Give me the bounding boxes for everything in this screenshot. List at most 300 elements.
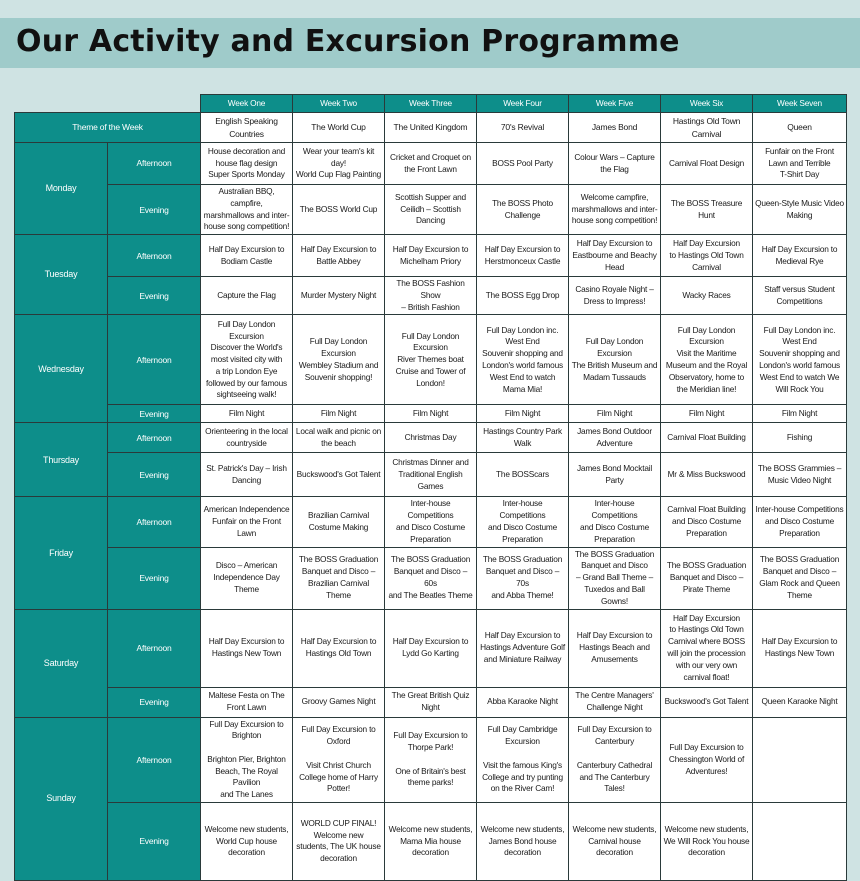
activity-line: Excursion: [689, 336, 724, 347]
activity-line: Dress to Impress!: [583, 295, 646, 306]
week-header: Week Two: [293, 95, 385, 113]
activity-line: Full Day Excursion to: [577, 724, 652, 735]
activity-line: Observatory, home to: [668, 371, 745, 382]
activity-line: London!: [416, 377, 445, 388]
activity-cell: [293, 687, 385, 717]
theme-cell: [477, 113, 569, 143]
activity-line: Herstmonceux Castle: [484, 255, 561, 266]
table-row: [15, 547, 847, 609]
activity-line: Brazilian Carnival Theme: [308, 578, 369, 600]
day-label: Sunday: [15, 717, 108, 880]
activity-line: Film Night: [228, 408, 265, 419]
activity-cell: [385, 453, 477, 497]
activity-line: – Grand Ball Theme –: [575, 572, 654, 583]
activity-line: Bodiam Castle: [220, 255, 273, 266]
activity-line: Half Day Excursion to: [576, 630, 653, 641]
activity-cell: [477, 315, 569, 405]
activity-line: Theme: [234, 583, 259, 594]
activity-line: Film Night: [320, 408, 357, 419]
activity-line: Night: [421, 702, 440, 712]
slot-label: Evening: [108, 547, 201, 609]
activity-line: Preparation: [410, 533, 451, 544]
slot-label: Evening: [108, 277, 201, 315]
activity-cell: [753, 453, 847, 497]
activity-line: Maltese Festa on The: [208, 690, 285, 701]
activity-line: The BOSScars: [496, 469, 549, 480]
activity-line: Hastings New Town: [764, 648, 835, 658]
activity-line: Potter!: [326, 783, 351, 794]
activity-line: Dancing: [231, 474, 262, 485]
activity-line: Visit Christ Church: [306, 759, 371, 770]
activity-line: Staff versus Student: [764, 284, 835, 295]
activity-line: Discover the World's: [210, 342, 283, 353]
activity-line: Half Day Excursion to: [392, 243, 469, 254]
activity-cell: [477, 453, 569, 497]
activity-line: Carnival house: [588, 835, 641, 846]
activity-line: The BOSS World Cup: [299, 203, 378, 214]
activity-line: Welcome new students,: [480, 823, 565, 834]
activity-line: Making: [786, 209, 813, 220]
activity-line: Adventure: [596, 437, 633, 448]
activity-line: Capture the Flag: [217, 289, 276, 300]
activity-cell: [293, 405, 385, 423]
table-row: [15, 423, 847, 453]
activity-line: College and try punting: [482, 771, 563, 782]
activity-line: Full Day London: [677, 324, 736, 335]
slot-label: Evening: [108, 802, 201, 880]
activity-line: house flag design: [215, 157, 278, 168]
activity-line: Abba Karaoke Night: [487, 696, 558, 707]
activity-cell: [385, 609, 477, 687]
table-row: [15, 185, 847, 235]
activity-line: Oxford: [326, 736, 351, 747]
activity-line: Brighton: [231, 730, 262, 741]
activity-line: Head: [604, 261, 625, 272]
activity-cell: [477, 687, 569, 717]
table-row: [15, 315, 847, 405]
activity-line: decoration: [412, 847, 449, 858]
activity-cell: [293, 423, 385, 453]
slot-label: Afternoon: [108, 423, 201, 453]
activity-cell: [201, 423, 293, 453]
activity-cell: [201, 185, 293, 235]
activity-cell: [661, 405, 753, 423]
activity-line: Thorpe Park!: [407, 742, 454, 753]
table-row: [15, 277, 847, 315]
activity-line: and Disco Costume: [488, 522, 557, 533]
activity-line: Souvenir shopping and: [482, 348, 563, 359]
activity-line: Film Night: [596, 408, 633, 419]
activity-cell: [477, 547, 569, 609]
table-row: [15, 802, 847, 880]
slot-label: Evening: [108, 405, 201, 423]
theme-line: Queen: [787, 122, 812, 133]
table-row: [15, 497, 847, 547]
activity-line: Half Day Excursion to: [484, 243, 561, 254]
activity-cell: [569, 802, 661, 880]
activity-cell: [753, 185, 847, 235]
activity-line: Brazilian Carnival: [308, 510, 369, 521]
activity-line: Funfair on the Front: [212, 516, 281, 527]
activity-line: Chessington World of: [668, 753, 745, 764]
week-header: Week One: [201, 95, 293, 113]
activity-line: Madam Tussauds: [583, 371, 646, 382]
activity-line: Funfair on the Front: [765, 145, 834, 156]
activity-line: Banquet and Disco: [581, 560, 648, 571]
activity-line: Inter-house Competitions: [755, 504, 844, 515]
activity-line: and Disco Costume: [765, 516, 834, 527]
activity-line: House decoration and: [207, 145, 286, 156]
activity-cell: [201, 315, 293, 405]
activity-line: Museum and the Royal: [665, 359, 748, 370]
activity-line: T-Shirt Day: [779, 169, 820, 180]
activity-line: Will Rock You: [775, 383, 824, 394]
activity-line: St. Patrick's Day – Irish: [206, 463, 287, 474]
activity-cell: [293, 802, 385, 880]
activity-line: The BOSS Graduation: [482, 554, 563, 565]
activity-cell: [293, 717, 385, 802]
activity-cell: [569, 453, 661, 497]
activity-line: Half Day Excursion to: [300, 243, 377, 254]
activity-line: Half Day Excursion to: [761, 636, 838, 647]
activity-line: Disco – American: [215, 560, 278, 571]
activity-line: Australian BBQ, campfire,: [218, 186, 275, 208]
activity-line: Hastings New Town: [211, 648, 282, 658]
activity-line: West End: [505, 336, 540, 347]
activity-line: Challenge Night: [586, 702, 643, 712]
activity-line: and Miniature Railway: [483, 653, 562, 664]
activity-cell: [293, 277, 385, 315]
table-row: [15, 453, 847, 497]
activity-cell: [201, 143, 293, 185]
activity-line: Wembley Stadium and: [298, 359, 379, 370]
activity-cell: [385, 717, 477, 802]
activity-line: Ceilidh – Scottish: [400, 203, 461, 214]
activity-line: The BOSS Photo: [492, 197, 553, 208]
activity-line: Excursion: [597, 348, 632, 359]
activity-line: Full Day Cambridge: [487, 724, 558, 735]
activity-line: Full Day Excursion to: [393, 730, 468, 741]
activity-cell: [569, 687, 661, 717]
activity-cell: [661, 423, 753, 453]
activity-line: Preparation: [779, 527, 820, 538]
activity-line: Carnival Float Building: [667, 432, 746, 443]
activity-cell: [753, 802, 847, 880]
activity-line: Excursion: [413, 342, 448, 353]
top-strip: [0, 0, 860, 18]
activity-line: Half Day Excursion: [673, 612, 740, 623]
activity-line: Carnival where BOSS: [668, 636, 745, 647]
activity-cell: [753, 497, 847, 547]
activity-line: Christmas Dinner and: [392, 457, 469, 468]
activity-line: Film Night: [412, 408, 449, 419]
activity-cell: [293, 143, 385, 185]
activity-line: Banquet and Disco –: [669, 572, 744, 583]
activity-line: The Centre Managers': [575, 690, 654, 701]
activity-cell: [753, 277, 847, 315]
activity-cell: [661, 185, 753, 235]
activity-line: Lawn: [236, 527, 257, 538]
activity-cell: [661, 687, 753, 717]
activity-line: Party: [605, 474, 624, 485]
activity-line: River Themes boat: [397, 354, 464, 365]
activity-line: – British Fashion: [401, 301, 460, 312]
activity-line: Half Day Excursion to: [208, 243, 285, 254]
activity-line: the Meridian line!: [676, 383, 737, 394]
day-label: Friday: [15, 497, 108, 609]
theme-line: Carnival: [691, 128, 722, 139]
activity-line: Full Day London inc.: [486, 324, 559, 335]
activity-cell: [661, 315, 753, 405]
activity-line: The British Museum and: [571, 359, 658, 370]
activity-cell: [569, 235, 661, 277]
table-row: [15, 405, 847, 423]
activity-line: Christmas Day: [404, 432, 457, 443]
theme-line: English Speaking: [215, 116, 278, 127]
activity-line: Banquet and Disco – 60s: [393, 566, 468, 589]
activity-line: James Bond Mocktail: [576, 463, 653, 474]
activity-line: Full Day London: [585, 336, 644, 347]
activity-line: WORLD CUP FINAL!: [300, 817, 377, 828]
activity-cell: [201, 547, 293, 609]
activity-line: Tales!: [604, 783, 625, 794]
activity-line: Music Video Night: [767, 474, 832, 485]
activity-cell: [661, 277, 753, 315]
activity-line: World Cup house: [216, 835, 277, 846]
activity-line: Mr & Miss Buckswood: [667, 469, 746, 480]
activity-cell: [385, 143, 477, 185]
activity-line: Welcome new students,: [388, 823, 473, 834]
activity-line: Banquet and Disco –: [762, 566, 837, 577]
activity-line: The BOSS Fashion Show: [396, 278, 465, 300]
activity-line: will join the procession: [667, 648, 746, 658]
theme-cell: [753, 113, 847, 143]
activity-line: The BOSS Egg Drop: [485, 289, 560, 300]
title-bar: [0, 18, 860, 68]
activity-cell: [477, 609, 569, 687]
activity-line: Costume Making: [308, 522, 369, 533]
activity-line: Groovy Games Night: [301, 696, 376, 707]
activity-line: the beach: [321, 437, 356, 448]
activity-line: a trip London Eye: [215, 365, 278, 376]
activity-line: Canterbury: [594, 736, 635, 747]
activity-cell: [477, 423, 569, 453]
activity-line: Half Day Excursion to: [392, 636, 469, 647]
activity-line: with our very own: [675, 659, 738, 670]
activity-line: decoration: [320, 853, 357, 864]
page-title: Our Activity and Excursion Programme: [16, 24, 680, 59]
activity-line: World Cup Flag Painting: [295, 169, 382, 180]
activity-cell: [477, 405, 569, 423]
activity-line: house song competition!: [203, 221, 290, 232]
activity-line: Scottish Supper and: [395, 191, 466, 202]
theme-line: 70's Revival: [500, 122, 545, 133]
activity-line: Amusements: [591, 653, 638, 664]
activity-line: Full Day London: [401, 330, 460, 341]
activity-line: Murder Mystery Night: [300, 289, 377, 300]
activity-cell: [753, 717, 847, 802]
activity-cell: [661, 802, 753, 880]
activity-line: decoration: [596, 847, 633, 858]
activity-line: and Abba Theme!: [491, 589, 554, 600]
activity-line: London's world famous: [482, 359, 563, 370]
activity-line: and The Canterbury: [579, 771, 650, 782]
slot-label: Evening: [108, 453, 201, 497]
activity-cell: [293, 315, 385, 405]
activity-cell: [293, 547, 385, 609]
activity-cell: [477, 717, 569, 802]
theme-line: James Bond: [591, 122, 638, 133]
theme-line: Hastings Old Town: [672, 116, 741, 127]
activity-cell: [385, 423, 477, 453]
table-row: [15, 609, 847, 687]
activity-line: Welcome new students,: [664, 823, 749, 834]
activity-line: Excursion: [505, 736, 540, 747]
activity-line: Welcome campfire,: [580, 191, 649, 202]
week-header: Week Six: [661, 95, 753, 113]
activity-line: Mama Mia house: [400, 835, 461, 846]
activity-line: and Disco Costume: [672, 516, 741, 527]
theme-cell: [569, 113, 661, 143]
activity-cell: [201, 235, 293, 277]
activity-line: Film Night: [504, 408, 541, 419]
activity-cell: [385, 315, 477, 405]
activity-cell: [569, 609, 661, 687]
week-header-row: [15, 95, 847, 113]
activity-line: students, The UK house: [296, 841, 381, 852]
slot-label: Afternoon: [108, 143, 201, 185]
activity-cell: [661, 235, 753, 277]
activity-line: Wacky Races: [682, 289, 731, 300]
activity-cell: [477, 235, 569, 277]
activity-cell: [569, 423, 661, 453]
theme-line: Countries: [229, 128, 264, 139]
activity-cell: [385, 235, 477, 277]
activity-cell: [569, 497, 661, 547]
activity-cell: [385, 802, 477, 880]
activity-cell: [293, 185, 385, 235]
activity-line: Excursion: [229, 330, 264, 341]
theme-cell: [201, 113, 293, 143]
activity-cell: [569, 717, 661, 802]
day-label: Thursday: [15, 423, 108, 497]
activity-line: Mama Mia!: [502, 383, 543, 394]
activity-cell: [661, 547, 753, 609]
day-label: Monday: [15, 143, 108, 235]
week-header: Week Five: [569, 95, 661, 113]
activity-line: Souvenir shopping and: [759, 348, 840, 359]
activity-line: to Hastings Old Town: [669, 624, 744, 635]
theme-line: The United Kingdom: [393, 122, 468, 133]
activity-line: Queen Karaoke Night: [761, 696, 838, 707]
header-blank: [15, 95, 201, 113]
activity-line: Canterbury Cathedral: [576, 759, 653, 770]
activity-line: [295, 748, 382, 760]
activity-line: Half Day Excursion to: [208, 636, 285, 647]
activity-line: Orienteering in the local: [205, 426, 288, 437]
activity-line: The BOSS Grammies –: [757, 463, 842, 474]
activity-line: Half Day Excursion to: [761, 243, 838, 254]
activity-line: decoration: [504, 847, 541, 858]
activity-cell: [753, 687, 847, 717]
day-label: Wednesday: [15, 315, 108, 423]
activity-cell: [753, 423, 847, 453]
activity-cell: [385, 277, 477, 315]
activity-line: West End to watch We: [759, 371, 840, 382]
activity-line: Super Sports Monday: [208, 169, 285, 180]
activity-line: Michelham Priory: [400, 255, 461, 266]
activity-line: house song competition!: [571, 215, 658, 226]
activity-line: marshmallows and inter-: [203, 209, 290, 220]
activity-line: countryside: [226, 437, 267, 448]
activity-line: Challenge: [504, 209, 541, 220]
activity-line: Hastings Country Park: [483, 426, 562, 437]
activity-line: on the River Cam!: [490, 783, 555, 794]
activity-cell: [201, 717, 293, 802]
activity-line: Banquet and Disco –: [301, 566, 376, 577]
activity-line: We Will Rock You house: [663, 835, 750, 846]
theme-line: The World Cup: [311, 122, 366, 133]
activity-cell: [385, 497, 477, 547]
activity-line: Buckswood's Got Talent: [296, 469, 381, 480]
activity-line: Dancing: [415, 215, 446, 226]
slot-label: Afternoon: [108, 717, 201, 802]
activity-line: Welcome new students,: [204, 823, 289, 834]
activity-line: Full Day London inc.: [763, 324, 836, 335]
activity-cell: [477, 143, 569, 185]
activity-cell: [753, 405, 847, 423]
activity-line: The BOSS Treasure Hunt: [670, 197, 743, 220]
activity-line: Inter-house Competitions: [591, 498, 638, 521]
activity-line: Hastings Beach and: [579, 642, 650, 653]
activity-line: Pirate Theme: [682, 583, 731, 594]
activity-line: Queen-Style Music Video: [755, 197, 844, 208]
activity-cell: [569, 315, 661, 405]
activity-line: The BOSS Graduation: [574, 548, 655, 559]
activity-line: Half Day Excursion to: [484, 630, 561, 641]
activity-line: Cricket and Croquet on: [390, 151, 471, 162]
activity-line: BOSS Pool Party: [492, 157, 553, 168]
activity-line: Full Day London: [309, 336, 368, 347]
activity-line: Medieval Rye: [775, 255, 824, 266]
activity-line: Lawn and Terrible: [768, 157, 831, 168]
week-header: Week Four: [477, 95, 569, 113]
activity-line: Eastbourne and Beachy: [572, 249, 657, 260]
activity-line: Full Day Excursion to: [669, 742, 744, 753]
activity-line: [571, 748, 658, 760]
activity-line: Visit the Maritime: [676, 348, 737, 359]
activity-line: Preparation: [686, 527, 727, 538]
activity-line: Colour Wars – Capture: [574, 151, 655, 162]
slot-label: Evening: [108, 185, 201, 235]
activity-line: Film Night: [688, 408, 725, 419]
activity-line: Carnival Float Building: [667, 504, 746, 515]
activity-cell: [477, 277, 569, 315]
activity-line: Fishing: [786, 432, 813, 443]
activity-line: Preparation: [594, 533, 635, 544]
activity-cell: [385, 547, 477, 609]
activity-cell: [201, 405, 293, 423]
activity-cell: [293, 235, 385, 277]
activity-line: carnival float!: [683, 671, 730, 682]
activity-cell: [293, 497, 385, 547]
activity-line: sightseeing walk!: [216, 389, 277, 400]
activity-line: Full Day London: [217, 318, 276, 329]
theme-label: Theme of the Week: [15, 113, 201, 143]
activity-line: [203, 742, 290, 754]
activity-line: Hastings Adventure Golf: [480, 642, 565, 653]
activity-line: the Front Lawn: [404, 163, 457, 174]
